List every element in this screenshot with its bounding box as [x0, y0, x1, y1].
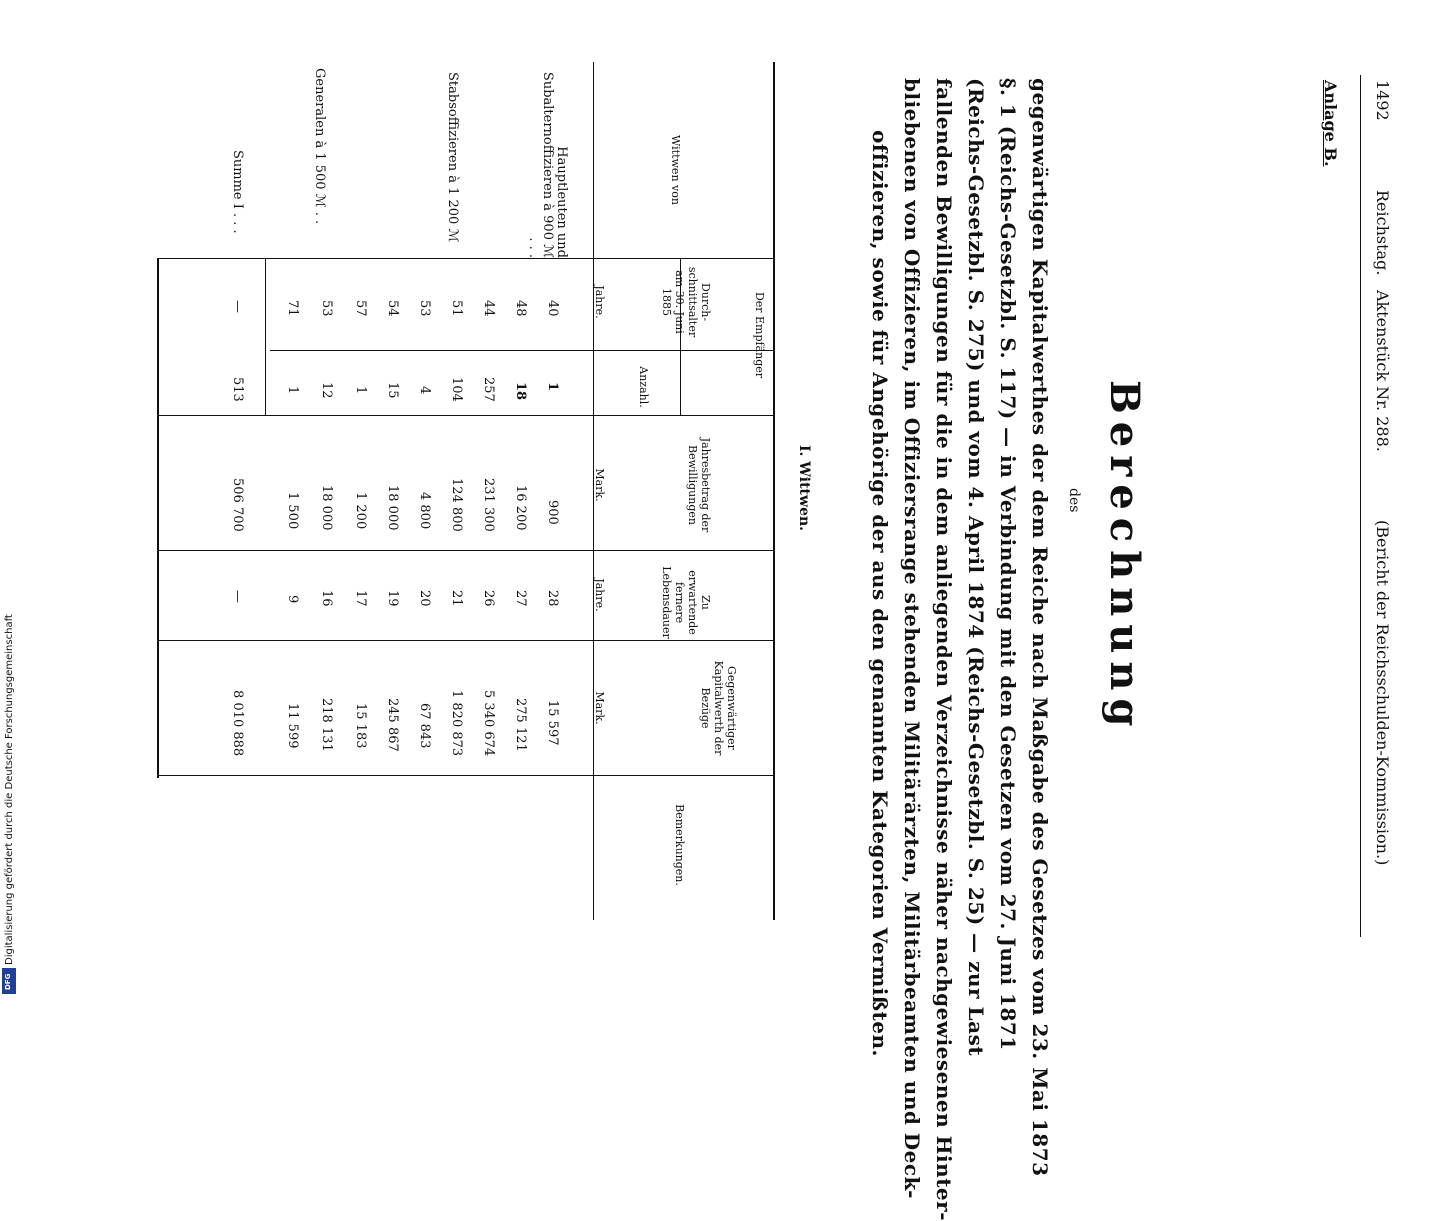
cell-life: 20 [417, 590, 432, 607]
table-bottom-rule [157, 258, 159, 778]
cell-life: 27 [513, 590, 528, 607]
cell-life: 21 [449, 590, 464, 607]
cell-amount: 900 [545, 500, 560, 525]
cell-count: 1 [285, 386, 300, 395]
cell-count: 12 [319, 382, 334, 399]
head-rule [1360, 75, 1361, 937]
row-label-stabsoffiziere: Stabsoffizieren à 1 200 ℳ [445, 72, 460, 243]
cell-age: — [230, 300, 245, 313]
cell-age: 71 [285, 300, 300, 317]
header-age: Durch-schnittsalter am 30. Juni 1885 [660, 266, 712, 338]
col-rule-3 [157, 415, 774, 416]
page-title: Berechnung [1101, 380, 1148, 735]
section-title: I. Wittwen. [796, 445, 812, 532]
header-group: Der Empfänger [753, 291, 766, 379]
header-count: Anzahl. [637, 366, 650, 408]
cell-count: 257 [481, 377, 496, 402]
running-head-left: Reichstag. [1373, 190, 1392, 276]
paragraph-line-3: (Reichs-Gesetzbl. S. 275) und vom 4. April 1874 (Reichs-Gesetzbl. S. 25) — zur Last [964, 78, 988, 1057]
page-number: 1492 [1373, 80, 1392, 121]
cell-age: 44 [481, 300, 496, 317]
cell-amount: 124 800 [449, 478, 464, 532]
cell-amount: 1 500 [285, 492, 300, 530]
table-top-rule [773, 62, 775, 920]
cell-capital: 11 599 [285, 703, 300, 749]
header-capital: Gegenwärtiger Kapitalwerth der Bezüge [699, 660, 738, 756]
row-label-hauptleute: Hauptleuten und Subalternoffizieren à 900 ℳ . . . [526, 71, 569, 258]
cell-amount: 4 800 [417, 492, 432, 530]
cell-count: 4 [417, 386, 432, 395]
dfg-logo: DFG [2, 968, 16, 994]
header-capital-unit: Mark. [593, 691, 606, 725]
paragraph-line-1: gegenwärtigen Kapitalwerthes der dem Reiche nach Maßgabe des Gesetzes vom 23. Mai 1873 [1028, 78, 1052, 1177]
cell-life: 17 [353, 590, 368, 607]
cell-capital: 1 820 873 [449, 690, 464, 757]
cell-amount: 18 000 [319, 485, 334, 531]
cell-life: — [230, 590, 245, 603]
header-remarks: Bemerkungen. [673, 804, 686, 886]
cell-capital: 15 597 [545, 700, 560, 746]
paragraph-line-5: bliebenen von Offizieren, im Offiziersrange stehenden Militärärzten, Militärbeamten und Deck- [900, 78, 924, 1199]
cell-life: 16 [319, 590, 334, 607]
cell-capital: 275 121 [513, 698, 528, 752]
header-row-label: Wittwen von [669, 135, 682, 205]
paragraph-line-6: offizieren, sowie für Angehörige der aus den genannten Kategorien Vermißten. [868, 130, 892, 1058]
running-head-right: (Bericht der Reichsschulden-Kommission.) [1373, 520, 1392, 866]
col-rule-1 [157, 258, 774, 259]
cell-amount: 231 300 [481, 478, 496, 532]
cell-life: 19 [385, 590, 400, 607]
cell-age: 53 [417, 300, 432, 317]
running-head-center: Aktenstück Nr. 288. [1373, 290, 1392, 452]
cell-life: 9 [285, 595, 300, 604]
cell-count: 513 [230, 377, 245, 402]
title-sub: des [1066, 488, 1082, 513]
cell-life: 28 [545, 590, 560, 607]
cell-capital: 218 131 [319, 698, 334, 752]
cell-age: 57 [353, 300, 368, 317]
col-rule-5 [157, 640, 774, 641]
header-life-unit: Jahre. [593, 578, 606, 612]
cell-capital: 245 867 [385, 698, 400, 752]
row-label-summe: Summe I . . . [230, 150, 245, 234]
paragraph-line-4: fallenden Bewilligungen für die in dem anliegenden Verzeichnisse näher nachgewiesenen Hinter- [932, 78, 956, 1221]
anlage-label: Anlage B. [1321, 80, 1340, 167]
cell-age: 40 [545, 300, 560, 317]
header-amount-unit: Mark. [593, 468, 606, 502]
cell-capital: 15 183 [353, 703, 368, 749]
cell-age: 54 [385, 300, 400, 317]
cell-count: 15 [385, 382, 400, 399]
cell-capital: 67 843 [417, 703, 432, 749]
cell-capital: 8 010 888 [230, 690, 245, 757]
cell-age: 53 [319, 300, 334, 317]
row-label-generale: Generalen à 1 500 ℳ . . [312, 68, 327, 225]
header-life: Zu erwartende fernere Lebensdauer [660, 566, 712, 639]
cell-age: 51 [449, 300, 464, 317]
cell-count: 1 [545, 382, 560, 392]
dfg-note: Digitalisierung gefördert durch die Deutsche Forschungsgemeinschaft [4, 614, 15, 965]
col-rule-6 [157, 775, 774, 776]
col-rule-4 [157, 550, 774, 551]
cell-capital: 5 340 674 [481, 690, 496, 757]
cell-age: 48 [513, 300, 528, 317]
cell-amount: 1 200 [353, 492, 368, 530]
cell-amount: 506 700 [230, 478, 245, 532]
cell-amount: 16 200 [513, 485, 528, 531]
cell-count: 1 [353, 386, 368, 395]
subtotal-rule [265, 258, 266, 415]
header-amount: Jahresbetrag der Bewilligungen [686, 437, 712, 533]
cell-count: 104 [449, 377, 464, 402]
cell-count: 18 [513, 382, 528, 401]
header-age-unit: Jahre. [593, 285, 606, 319]
col-rule-2 [270, 350, 774, 351]
paragraph-line-2: §. 1 (Reichs-Gesetzbl. S. 117) — in Verbindung mit den Gesetzen vom 27. Juni 1871 [996, 78, 1020, 1051]
cell-amount: 18 000 [385, 485, 400, 531]
cell-life: 26 [481, 590, 496, 607]
